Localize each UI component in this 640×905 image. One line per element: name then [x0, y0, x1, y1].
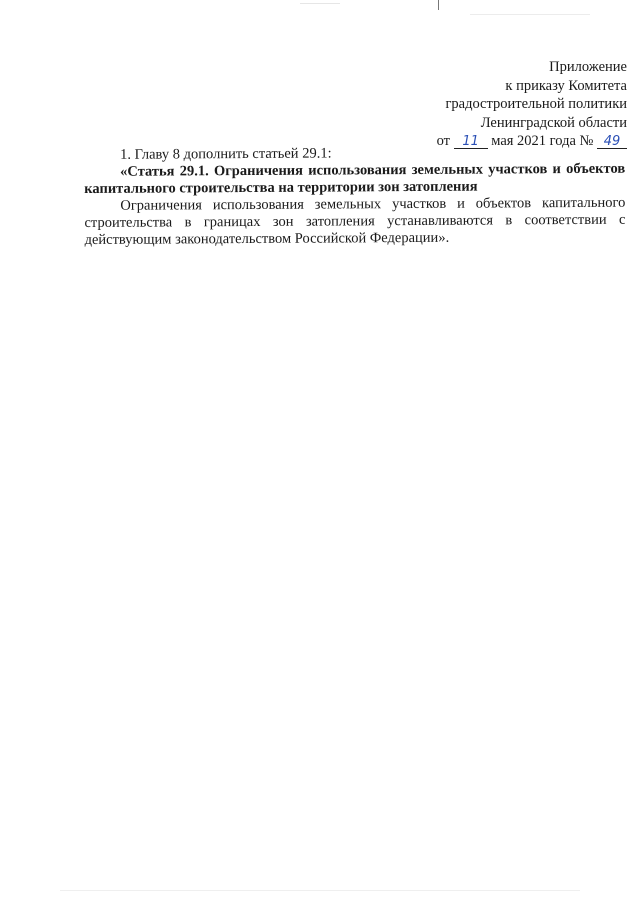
- date-rest: мая 2021 года №: [491, 133, 594, 149]
- appendix-header: [437, 58, 627, 151]
- date-prefix: от: [436, 133, 450, 149]
- appendix-order-line: к приказу Комитета: [505, 77, 627, 94]
- appendix-region-line: Ленинградской области: [480, 114, 627, 131]
- scan-artifact: [60, 890, 580, 891]
- document-body: [84, 144, 626, 249]
- scan-artifact: [438, 0, 439, 10]
- scan-artifact: [470, 14, 590, 15]
- appendix-title: Приложение: [549, 59, 627, 75]
- scan-artifact: [300, 3, 340, 4]
- item-1-paragraph: 1. Главу 8 дополнить статьей 29.1:: [119, 145, 332, 163]
- article-title: «Статья 29.1. Ограничения использования земельных участков и объектов капитального строительства на территории зон затопления: [84, 160, 626, 197]
- article-text: Ограничения использования земельных участков и объектов капитального строительства в границах зон затопления устанавливаются в соответствии с действующим законодательством Российской Федерации».: [84, 194, 626, 248]
- appendix-committee-line: градостроительной политики: [445, 96, 627, 112]
- handwritten-order-number: 49: [597, 135, 627, 149]
- handwritten-day: 11: [454, 135, 488, 149]
